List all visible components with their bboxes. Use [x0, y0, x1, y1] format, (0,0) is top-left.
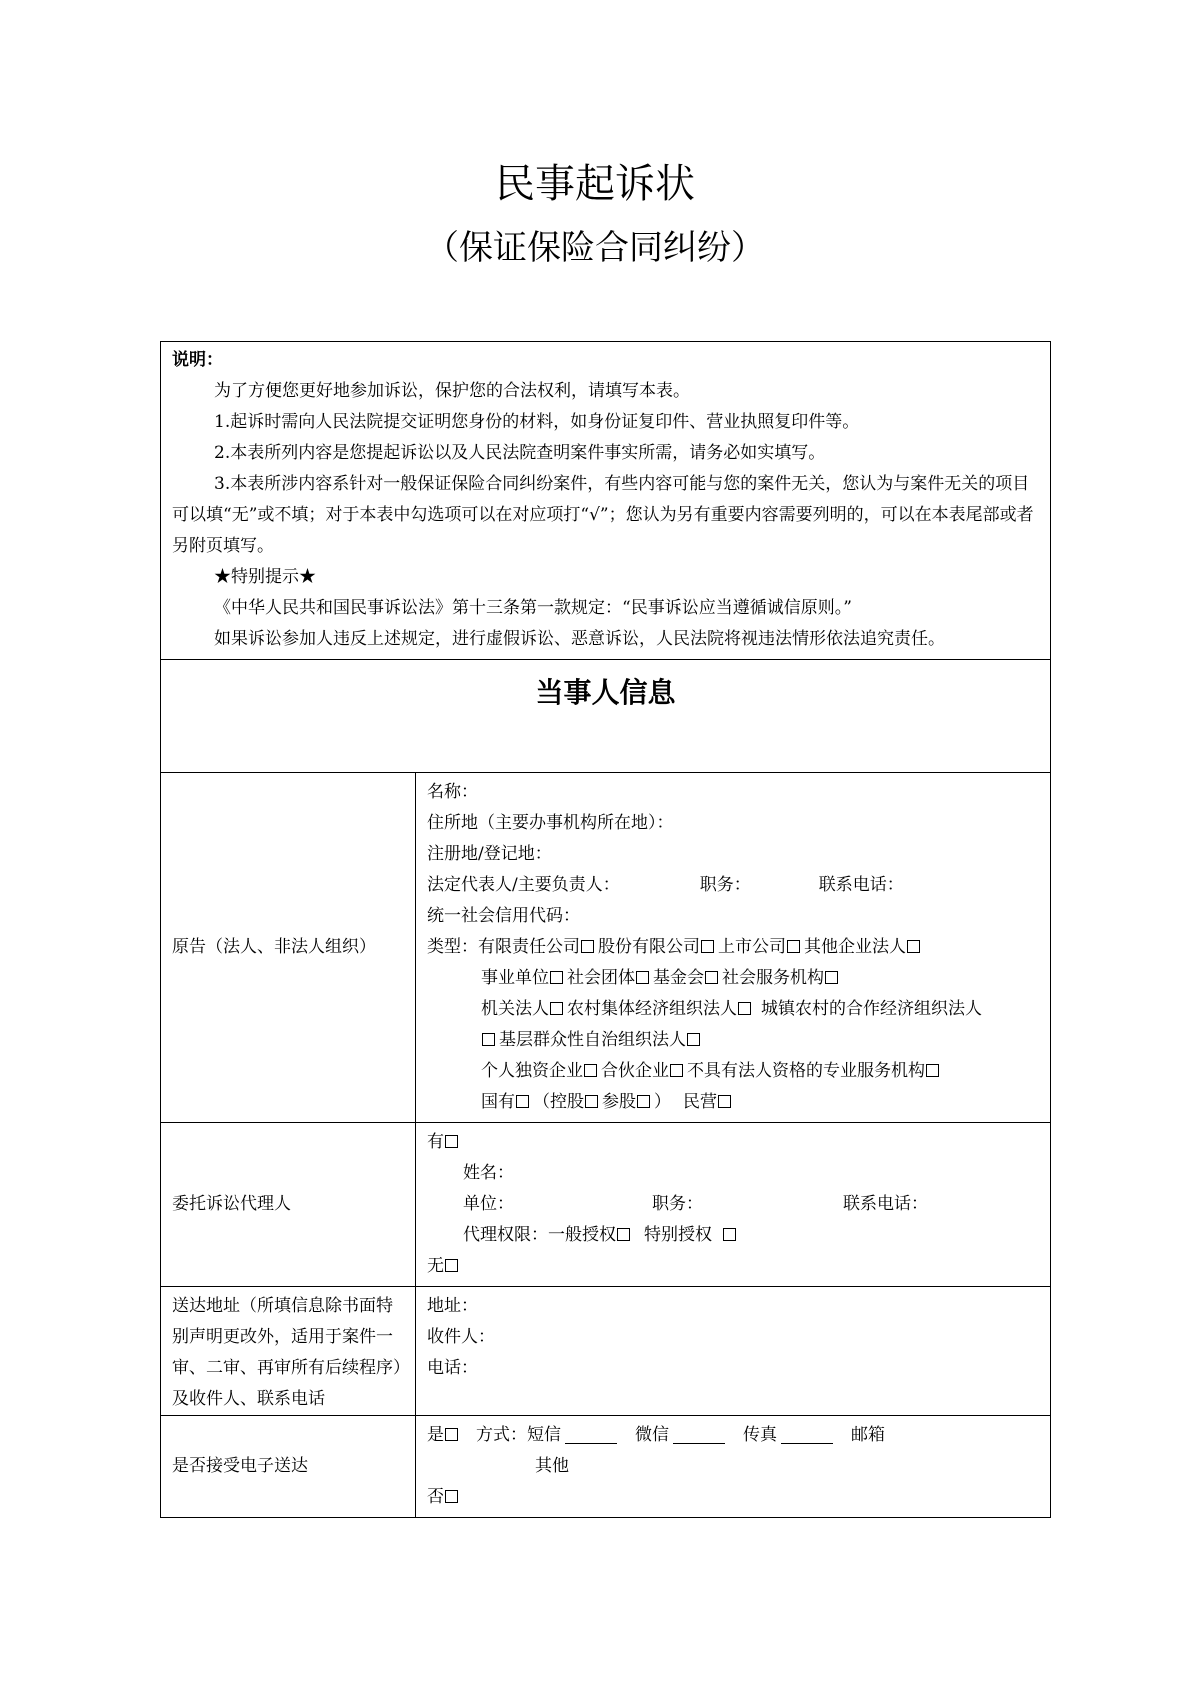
electronic-fax-label: 传真 — [743, 1425, 777, 1445]
plaintiff-type-line-6 — [427, 1087, 1040, 1118]
type-organ-label: 机关法人 — [481, 999, 549, 1019]
electronic-email-label: 邮箱 — [851, 1425, 885, 1445]
plaintiff-label: 原告（法人、非法人组织） — [161, 773, 416, 1123]
agent-no-label: 无 — [427, 1256, 444, 1276]
type-private-label: 民营 — [683, 1092, 717, 1112]
type-partnership-checkbox[interactable] — [670, 1064, 683, 1077]
type-llc-checkbox[interactable] — [581, 940, 594, 953]
type-foundation-checkbox[interactable] — [705, 971, 718, 984]
type-grassroots-label: 基层群众性自治组织法人 — [499, 1030, 686, 1050]
type-joint-stock-checkbox[interactable] — [701, 940, 714, 953]
type-partnership-label: 合伙企业 — [601, 1061, 669, 1081]
type-listed-label: 上市公司 — [718, 937, 786, 957]
agent-name-field[interactable]: 姓名： — [463, 1163, 514, 1183]
electronic-sms-input[interactable] — [565, 1425, 617, 1444]
plaintiff-fields — [416, 773, 1051, 1123]
agent-special-checkbox[interactable] — [723, 1228, 736, 1241]
agent-fields — [416, 1123, 1051, 1287]
electronic-other-field[interactable]: 其他 — [535, 1456, 569, 1476]
type-llc-label: 有限责任公司 — [478, 937, 580, 957]
electronic-service-label: 是否接受电子送达 — [161, 1416, 416, 1518]
agent-yes-line — [427, 1127, 1040, 1158]
notes-cell — [161, 342, 1051, 660]
service-recipient-field[interactable]: 收件人： — [427, 1327, 495, 1347]
plaintiff-position-field[interactable]: 职务： — [699, 875, 751, 895]
type-coop-label: 城镇农村的合作经济组织法人 — [761, 999, 982, 1019]
notes-row — [161, 342, 1051, 660]
service-address-fields — [416, 1287, 1051, 1416]
type-rural-collective-checkbox[interactable] — [738, 1002, 751, 1015]
type-participating-label: 参股 — [602, 1092, 636, 1112]
electronic-service-row — [161, 1416, 1051, 1518]
electronic-no-label: 否 — [427, 1487, 444, 1507]
service-phone-field[interactable]: 电话： — [427, 1358, 478, 1378]
electronic-wechat-label: 微信 — [635, 1425, 669, 1445]
type-foundation-label: 基金会 — [653, 968, 704, 988]
notes-item-3: 3.本表所涉内容系针对一般保证保险合同纠纷案件，有些内容可能与您的案件无关，您认为与案件无关的项目可以填“无”或不填；对于本表中勾选项可以在对应项打“√”；您认为另有重要内容需要列明的，可以在本表尾部或者另附页填写。 — [172, 474, 1034, 556]
type-organ-checkbox[interactable] — [550, 1002, 563, 1015]
type-rural-collective-label: 农村集体经济组织法人 — [567, 999, 737, 1019]
agent-yes-label: 有 — [427, 1132, 444, 1152]
law-quote: 《中华人民共和国民事诉讼法》第十三条第一款规定：“民事诉讼应当遵循诚信原则。” — [214, 598, 852, 618]
service-address-label: 送达地址（所填信息除书面特别声明更改外，适用于案件一审、二审、再审所有后续程序）及收件人、联系电话 — [161, 1287, 416, 1416]
type-other-corp-checkbox[interactable] — [907, 940, 920, 953]
plaintiff-row — [161, 773, 1051, 1123]
type-grassroots-checkbox[interactable] — [687, 1033, 700, 1046]
agent-unit-field[interactable]: 单位： — [463, 1194, 514, 1214]
agent-authority-line — [427, 1220, 1040, 1251]
agent-row — [161, 1123, 1051, 1287]
type-label: 类型： — [427, 937, 478, 957]
plaintiff-type-line-3 — [427, 994, 1040, 1025]
type-sole-prop-checkbox[interactable] — [584, 1064, 597, 1077]
party-info-heading: 当事人信息 — [161, 660, 1051, 773]
special-notice-title: ★特别提示★ — [214, 567, 316, 587]
type-social-group-label: 社会团体 — [567, 968, 635, 988]
plaintiff-type-line-5 — [427, 1056, 1040, 1087]
electronic-service-fields — [416, 1416, 1051, 1518]
agent-general-checkbox[interactable] — [617, 1228, 630, 1241]
plaintiff-type-line-1 — [427, 932, 1040, 963]
electronic-no-checkbox[interactable] — [445, 1490, 458, 1503]
type-participating-checkbox[interactable] — [637, 1095, 650, 1108]
plaintiff-address-field[interactable]: 住所地（主要办事机构所在地）： — [427, 813, 674, 833]
type-coop-checkbox[interactable] — [482, 1033, 495, 1046]
service-address-row — [161, 1287, 1051, 1416]
electronic-yes-checkbox[interactable] — [445, 1428, 458, 1441]
type-public-inst-label: 事业单位 — [481, 968, 549, 988]
electronic-method-label: 方式： — [476, 1425, 527, 1445]
warning-text: 如果诉讼参加人违反上述规定，进行虚假诉讼、恶意诉讼，人民法院将视违法情形依法追究责任。 — [214, 629, 945, 649]
type-holding-checkbox[interactable] — [585, 1095, 598, 1108]
type-joint-stock-label: 股份有限公司 — [598, 937, 700, 957]
electronic-yes-line — [427, 1420, 1040, 1451]
type-holding-label: （控股 — [533, 1092, 584, 1112]
notes-intro: 为了方便您更好地参加诉讼，保护您的合法权利，请填写本表。 — [214, 381, 690, 401]
type-social-group-checkbox[interactable] — [636, 971, 649, 984]
document-subtitle: （保证保险合同纠纷） — [425, 228, 765, 268]
plaintiff-registered-field[interactable]: 注册地/登记地： — [427, 844, 552, 864]
plaintiff-type-line-4 — [427, 1025, 1040, 1056]
type-other-corp-label: 其他企业法人 — [804, 937, 906, 957]
notes-item-2: 2.本表所列内容是您提起诉讼以及人民法院查明案件事实所需，请务必如实填写。 — [214, 443, 826, 463]
agent-no-line — [427, 1251, 1040, 1282]
type-social-service-label: 社会服务机构 — [722, 968, 824, 988]
plaintiff-type-line-2 — [427, 963, 1040, 994]
agent-no-checkbox[interactable] — [445, 1259, 458, 1272]
complaint-form-table — [160, 341, 1051, 1518]
agent-authority-label: 代理权限： — [463, 1225, 548, 1245]
type-holding-close: ） — [654, 1092, 671, 1112]
type-non-legal-service-label: 不具有法人资格的专业服务机构 — [687, 1061, 925, 1081]
notes-item-1: 1.起诉时需向人民法院提交证明您身份的材料，如身份证复印件、营业执照复印件等。 — [214, 412, 860, 432]
agent-yes-checkbox[interactable] — [445, 1135, 458, 1148]
type-listed-checkbox[interactable] — [787, 940, 800, 953]
type-state-owned-label: 国有 — [481, 1092, 515, 1112]
document-title: 民事起诉状 — [495, 161, 695, 207]
type-private-checkbox[interactable] — [718, 1095, 731, 1108]
agent-label: 委托诉讼代理人 — [161, 1123, 416, 1287]
type-social-service-checkbox[interactable] — [825, 971, 838, 984]
section-header-row — [161, 660, 1051, 773]
electronic-yes-label: 是 — [427, 1425, 444, 1445]
agent-phone-field[interactable]: 联系电话： — [843, 1194, 928, 1214]
agent-general-label: 一般授权 — [548, 1225, 616, 1245]
notes-heading: 说明： — [172, 350, 223, 370]
electronic-wechat-input[interactable] — [673, 1425, 725, 1444]
service-address-field[interactable]: 地址： — [427, 1296, 478, 1316]
electronic-fax-input[interactable] — [781, 1425, 833, 1444]
plaintiff-rep-field[interactable]: 法定代表人/主要负责人： — [427, 875, 620, 895]
plaintiff-name-field[interactable]: 名称： — [427, 782, 478, 802]
type-public-inst-checkbox[interactable] — [550, 971, 563, 984]
agent-special-label: 特别授权 — [644, 1225, 712, 1245]
agent-position-field[interactable]: 职务： — [652, 1194, 703, 1214]
plaintiff-credit-code-field[interactable]: 统一社会信用代码： — [427, 906, 580, 926]
electronic-no-line — [427, 1482, 1040, 1513]
type-state-owned-checkbox[interactable] — [516, 1095, 529, 1108]
electronic-sms-label: 短信 — [527, 1425, 561, 1445]
type-sole-prop-label: 个人独资企业 — [481, 1061, 583, 1081]
plaintiff-rep-line — [427, 870, 1040, 901]
agent-unit-line — [427, 1189, 1040, 1220]
plaintiff-phone-field[interactable]: 联系电话： — [818, 875, 904, 895]
type-non-legal-service-checkbox[interactable] — [926, 1064, 939, 1077]
